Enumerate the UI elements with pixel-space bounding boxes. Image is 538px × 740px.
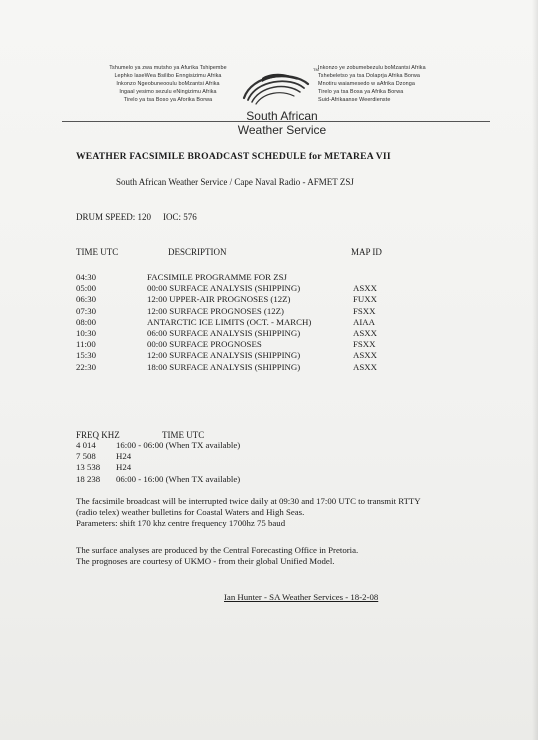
document-title: WEATHER FACSIMILE BROADCAST SCHEDULE for METAREA VII [76,151,391,162]
freq-time: H24 [116,451,132,462]
ioc-value: IOC: 576 [163,212,197,222]
logo-wordmark [227,109,337,137]
schedule-description: FACSIMILE PROGRAMME FOR ZSJ [147,272,287,282]
table-row [76,350,406,361]
schedule-time: 06:30 [76,294,97,305]
header-divider [62,121,490,122]
schedule-time: 07:30 [76,305,97,316]
schedule-header-map-id: MAP ID [351,247,382,257]
freq-time: 16:00 - 06:00 (When TX available) [116,440,241,450]
header-left-line: Tshumelo ya zwa mutsho ya Afurika Tshipembe [109,65,227,71]
schedule-time: 22:30 [76,361,97,372]
schedule-header-description: DESCRIPTION [168,247,227,257]
table-row [76,440,376,451]
header-languages-right [318,64,488,104]
drum-settings [76,212,197,222]
header-right-line: Mnotiru waiamesedo w aAfrika Dzonga [318,81,415,88]
freq-time: H24 [116,462,132,473]
schedule-table [76,272,406,373]
schedule-description: ANTARCTIC ICE LIMITS (OCT. - MARCH) [147,316,312,327]
header-left-line: Lephko laseWea Bsilibo Enngisizimu Afrika [114,73,222,80]
schedule-map-id: AIAA [353,316,375,327]
interruption-note [76,496,496,529]
schedule-map-id: ASXX [353,350,377,361]
table-row [76,317,406,328]
freq-khz: 4 014 [76,440,96,450]
schedule-time: 10:30 [76,327,97,338]
note-line: The facsimile broadcast will be interrupted twice daily at 09:30 and 17:00 UTC to transmit RTTY [76,496,421,506]
schedule-time: 11:00 [76,339,96,350]
note-line: The surface analyses are produced by the Central Forecasting Office in Pretoria. [76,545,359,555]
page-edge-shadow [532,0,538,740]
drum-speed: DRUM SPEED: 120 [76,212,152,222]
trademark-mark: TM [313,67,319,72]
table-row [76,362,406,373]
note-line: The prognoses are courtesy of UKMO - from their global Unified Model. [76,556,335,566]
header-right-line: Tirelo ya tsa Bosa ya Afrika Borwa [318,89,404,96]
document-subtitle: South African Weather Service / Cape Naval Radio - AFMET ZSJ [116,177,354,187]
table-row [76,272,406,283]
schedule-map-id: ASXX [353,283,377,294]
header-right-line: Suid-Afrikaanse Weerdienste [318,97,391,104]
freq-khz: 18 238 [76,473,101,484]
table-row [76,306,406,317]
schedule-description: 00:00 SURFACE PROGNOSES [147,339,262,350]
freq-header-khz: FREQ KHZ [76,430,120,440]
freq-khz: 13 538 [76,462,101,473]
schedule-description: 18:00 SURFACE ANALYSIS (SHIPPING) [147,361,301,372]
schedule-map-id: ASXX [353,327,377,338]
note-line: Parameters: shift 170 khz centre frequency 1700hz 75 baud [76,518,286,528]
schedule-map-id: ASXX [353,361,377,372]
freq-header-time: TIME UTC [162,430,205,440]
schedule-time: 05:00 [76,283,97,294]
frequency-table-list [76,440,376,485]
freq-khz: 7 508 [76,451,96,462]
table-row [76,451,376,462]
freq-time: 06:00 - 16:00 (When TX available) [116,473,241,484]
signature-line: Ian Hunter - SA Weather Services - 18-2-08 [224,592,379,602]
schedule-time: 08:00 [76,316,97,327]
schedule-description: 00:00 SURFACE ANALYSIS (SHIPPING) [147,283,301,294]
schedule-time: 04:30 [76,272,97,282]
header-left-line: Tirelo ya tsa Boso ya Aforika Borwa [123,97,213,104]
production-note [76,545,496,567]
note-line: (radio telex) weather bulletins for Coastal Waters and High Seas. [76,507,305,517]
schedule-description: 12:00 UPPER-AIR PROGNOSES (12Z) [147,294,291,305]
schedule-map-id: FSXX [353,305,376,316]
schedule-map-id: FUXX [353,294,377,305]
table-row [76,462,376,473]
header-right-line: Tshebeletso ya tsa Dolaprja Afrika Borwa [318,73,420,80]
schedule-description: 12:00 SURFACE ANALYSIS (SHIPPING) [147,350,301,361]
schedule-time: 15:30 [76,350,97,361]
schedule-header-time: TIME UTC [76,247,119,257]
header-right-line: Inkonzo ye zobumebezulu boMzantsi Afrika [318,65,426,71]
schedule-map-id: FSXX [353,339,376,350]
schedule-description: 06:00 SURFACE ANALYSIS (SHIPPING) [147,327,301,338]
table-row [76,328,406,339]
logo-name-line1: South African [246,109,318,123]
header-left-line: Inkonzo Ngeobuneooulu boMzantsi Afrika [116,81,220,88]
header-left-line: Ingaal yesimo sezulu eNingizimu Afrika [119,89,217,96]
table-row [76,283,406,294]
table-row [76,339,406,350]
table-row [76,474,376,485]
table-row [76,294,406,305]
schedule-description: 12:00 SURFACE PROGNOSES (12Z) [147,305,284,316]
logo-name-line2: Weather Service [237,123,327,137]
